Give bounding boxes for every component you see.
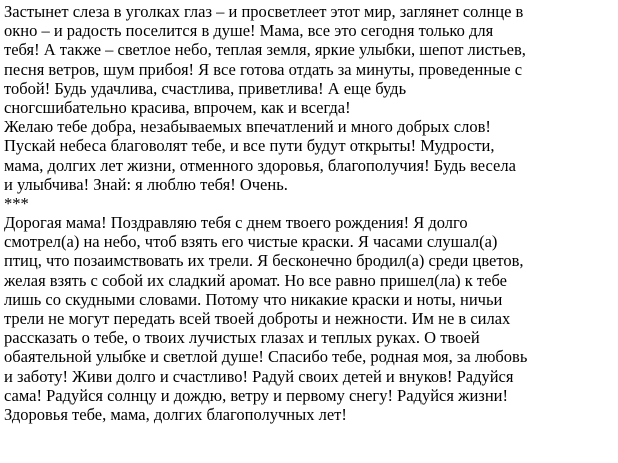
text-line: тебя! А также – светлое небо, теплая земля, яркие улыбки, шепот листьев, xyxy=(4,40,526,60)
text-line: птиц, что позаимствовать их трели. Я бесконечно бродил(а) среди цветов, xyxy=(4,251,524,271)
text-line: Желаю тебе добра, незабываемых впечатлений и много добрых слов! xyxy=(4,117,491,137)
text-line: обаятельной улыбке и светлой душе! Спасибо тебе, родная моя, за любовь xyxy=(4,347,528,367)
text-line: рассказать о тебе, о твоих лучистых глазах и теплых руках. О твоей xyxy=(4,328,480,348)
text-line: сама! Радуйся солнцу и дождю, ветру и первому снегу! Радуйся жизни! xyxy=(4,385,508,405)
text-line: сногсшибательно красива, впрочем, как и всегда! xyxy=(4,97,351,117)
text-line: тобой! Будь удачлива, счастлива, приветлива! А еще будь xyxy=(4,78,407,98)
text-line: песня ветров, шум прибоя! Я все готова отдать за минуты, проведенные с xyxy=(4,59,523,79)
text-line: трели не могут передать всей твоей доброты и нежности. Им не в силах xyxy=(4,309,511,328)
text-line: желая взять с собой их сладкий аромат. Но все равно пришел(ла) к тебе xyxy=(4,270,507,290)
text-line: мама, долгих лет жизни, отменного здоровья, благополучия! Будь весела xyxy=(4,155,516,175)
text-line: окно – и радость поселится в душе! Мама, все это сегодня только для xyxy=(4,21,494,41)
text-line: Пускай небеса благоволят тебе, и все пути будут открыты! Мудрости, xyxy=(4,136,495,156)
text-line: лишь со скудными словами. Потому что никакие краски и ноты, ничьи xyxy=(4,289,503,309)
text-line: смотрел(а) на небо, чтоб взять его чистые краски. Я часами слушал(а) xyxy=(4,232,498,252)
text-line: и заботу! Живи долго и счастливо! Радуй своих детей и внуков! Радуйся xyxy=(4,366,514,386)
text-line: Здоровья тебе, мама, долгих благополучных лет! xyxy=(4,404,347,424)
section-separator: *** xyxy=(4,193,29,213)
text-line: и улыбчива! Знай: я люблю тебя! Очень. xyxy=(4,174,288,194)
text-line: Застынет слеза в уголках глаз – и просветлеет этот мир, заглянет солнце в xyxy=(4,2,524,21)
text-line: Дорогая мама! Поздравляю тебя с днем твоего рождения! Я долго xyxy=(4,213,468,233)
